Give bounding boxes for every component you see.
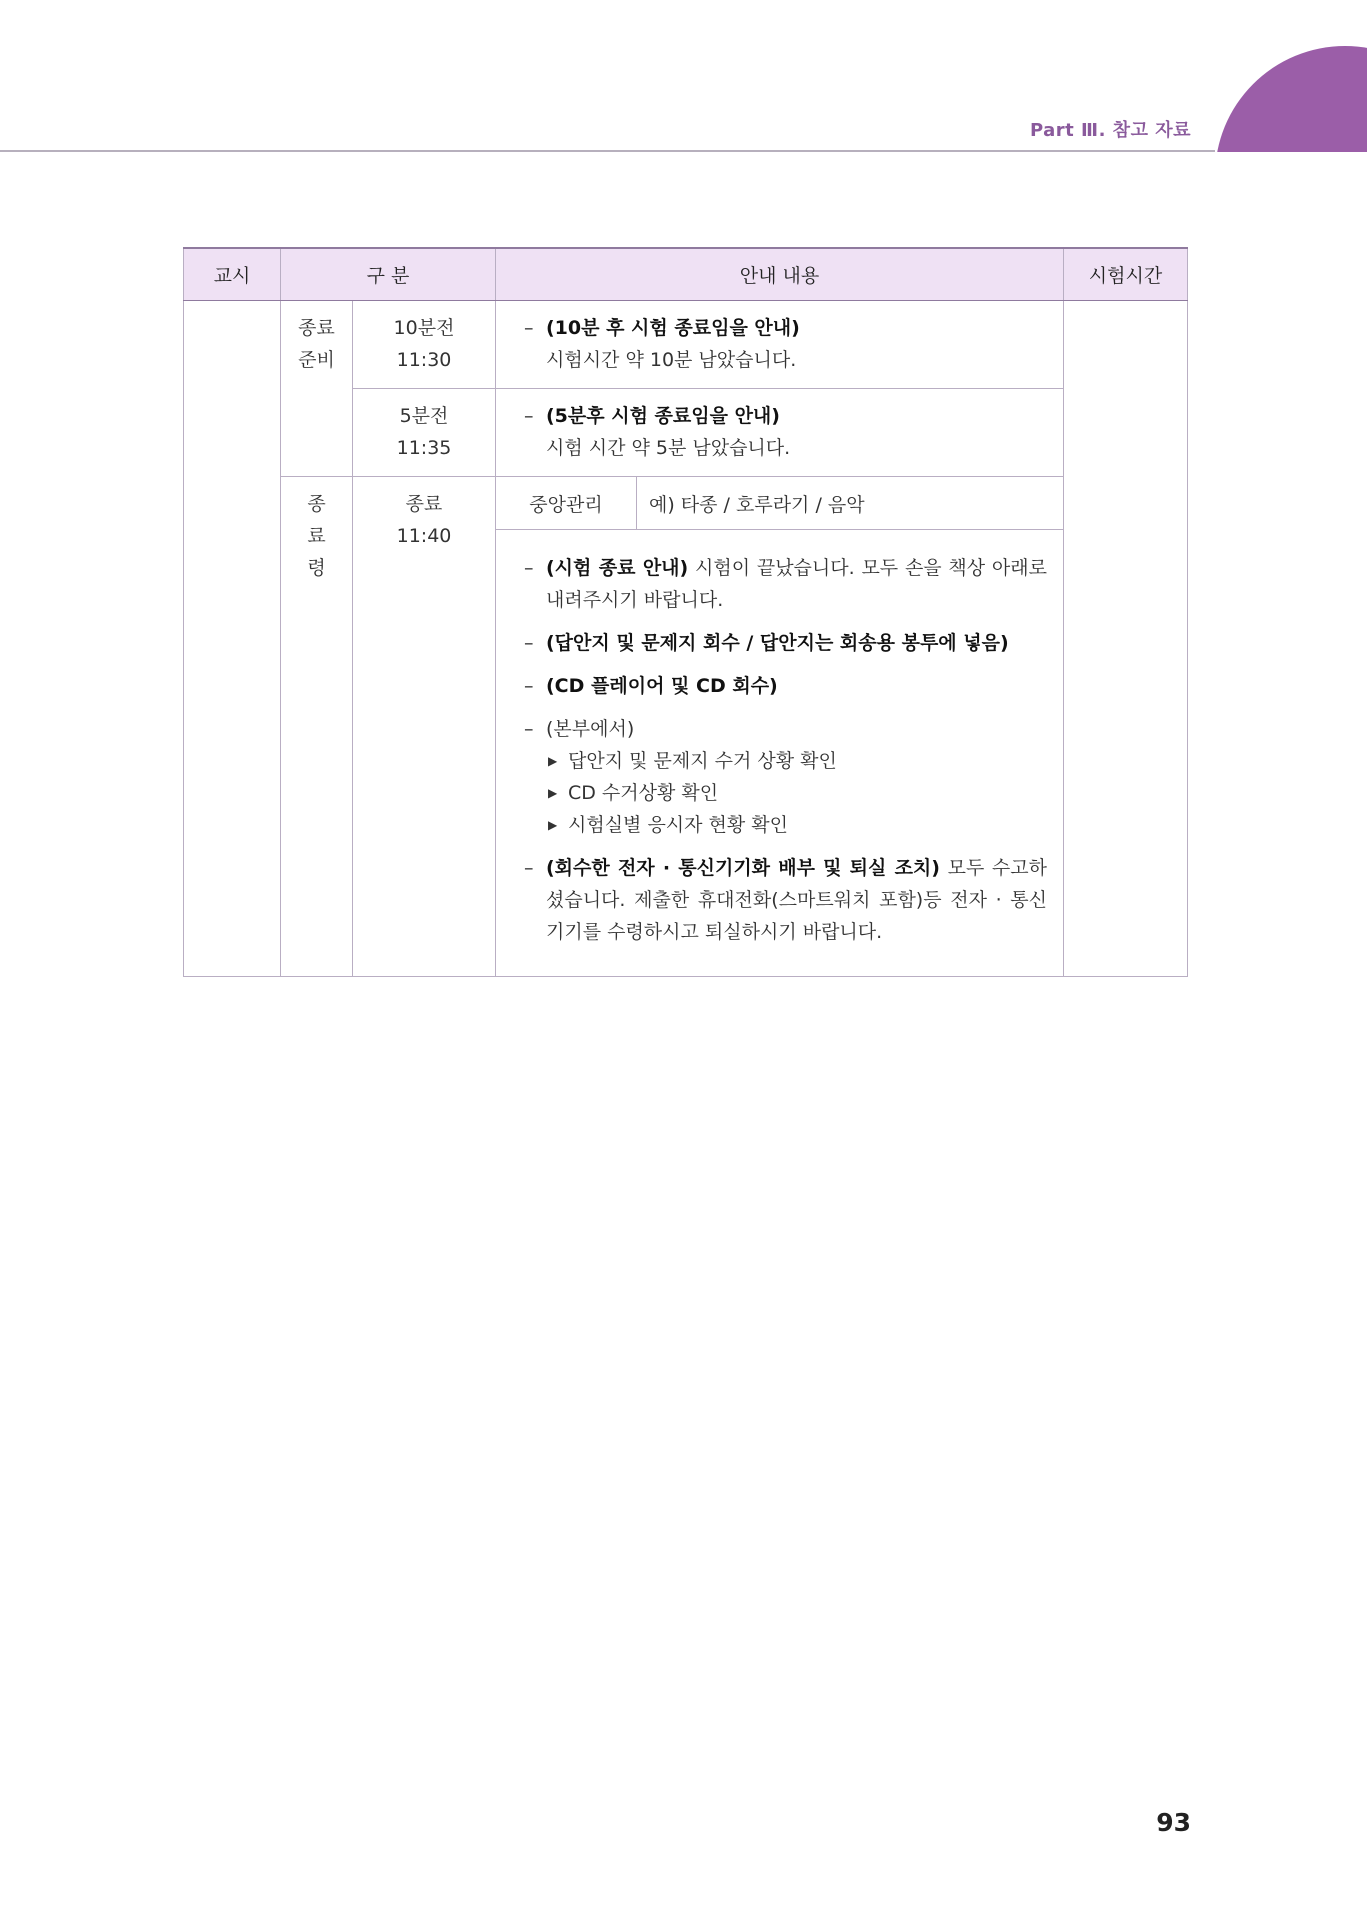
- time-cell: [353, 389, 496, 477]
- central-management-row: [496, 477, 1063, 529]
- central-management-label: 중앙관리: [496, 477, 637, 529]
- dash-marker: –: [524, 718, 534, 740]
- sub-item: [548, 809, 1047, 841]
- sub-item-text: 답안지 및 문제지 수거 상황 확인: [568, 750, 837, 772]
- table-row: [184, 477, 1188, 530]
- column-header-time: 시험시간: [1064, 248, 1188, 301]
- page-number: 93: [1156, 1808, 1191, 1837]
- sub-item-text: CD 수거상황 확인: [568, 782, 719, 804]
- time-value: 11:30: [396, 349, 452, 371]
- item-heading: (회수한 전자 · 통신기기화 배부 및 퇴실 조치): [546, 857, 940, 879]
- central-management-value: 예) 타종 / 호루라기 / 음악: [649, 493, 865, 516]
- dash-marker: –: [524, 675, 534, 697]
- group-label-char: 령: [307, 557, 326, 579]
- item-text: 모두 수고하셨습니다. 제출한 휴대전화(스마트워치 포함)등 전자 · 통신기기를 수령하시고 퇴실하시기 바랍니다.: [546, 857, 1047, 943]
- table-row: [184, 301, 1188, 389]
- item-text: 시험시간 약 10분 남았습니다.: [546, 349, 797, 371]
- group-label-line: 준비: [298, 349, 335, 371]
- dash-marker: –: [524, 317, 534, 339]
- central-management-table: [496, 477, 1063, 529]
- item-heading: (시험 종료 안내): [546, 557, 689, 579]
- item-heading: (5분후 시험 종료임을 안내): [546, 405, 780, 427]
- item-heading: (CD 플레이어 및 CD 회수): [546, 675, 778, 697]
- item-heading: (10분 후 시험 종료임을 안내): [546, 317, 800, 339]
- part-title: Part Ⅲ. 참고 자료: [1029, 120, 1191, 141]
- column-header-period: 교시: [184, 248, 281, 301]
- sub-item: [548, 745, 1047, 777]
- dash-marker: –: [524, 405, 534, 427]
- dash-marker: –: [524, 557, 534, 579]
- list-item: [524, 670, 1047, 702]
- group-label-char: 료: [307, 525, 326, 547]
- list-item: [524, 713, 1047, 841]
- dash-marker: –: [524, 632, 534, 654]
- sub-item: [548, 777, 1047, 809]
- column-header-category: 구 분: [281, 248, 496, 301]
- group-cell-end-prep: [281, 301, 353, 477]
- column-header-content: 안내 내용: [496, 248, 1064, 301]
- triangle-bullet-icon: ▶: [548, 754, 558, 768]
- item-text: (본부에서): [546, 718, 635, 740]
- time-value: 11:35: [396, 437, 452, 459]
- period-cell: [184, 301, 281, 977]
- time-label: 10분전: [393, 317, 455, 339]
- list-item: [524, 312, 1047, 376]
- sub-item-text: 시험실별 응시자 현황 확인: [568, 814, 789, 836]
- triangle-bullet-icon: ▶: [548, 786, 558, 800]
- exam-time-cell: [1064, 301, 1188, 977]
- item-text: 시험 시간 약 5분 남았습니다.: [546, 437, 791, 459]
- content-cell: [496, 530, 1064, 977]
- content-cell: [496, 301, 1064, 389]
- table-header-row: [184, 248, 1188, 301]
- item-text: 시험이 끝났습니다. 모두 손을 책상 아래로 내려주시기 바랍니다.: [546, 557, 1047, 611]
- group-label-line: 종료: [298, 317, 335, 339]
- exam-guide-table: [183, 247, 1188, 977]
- time-cell: [353, 477, 496, 977]
- list-item: [524, 852, 1047, 948]
- content-cell: [496, 389, 1064, 477]
- list-item: [524, 552, 1047, 616]
- header-rule: [0, 150, 1215, 152]
- list-item: [524, 400, 1047, 464]
- list-item: [524, 627, 1047, 659]
- time-value: 11:40: [396, 525, 452, 547]
- time-label: 종료: [405, 493, 443, 515]
- triangle-bullet-icon: ▶: [548, 818, 558, 832]
- central-management-cell: [496, 477, 1064, 530]
- item-heading: (답안지 및 문제지 회수 / 답안지는 회송용 봉투에 넣음): [546, 632, 1009, 654]
- time-cell: [353, 301, 496, 389]
- time-label: 5분전: [399, 405, 449, 427]
- group-label-char: 종: [307, 493, 326, 515]
- group-cell-end-signal: [281, 477, 353, 977]
- dash-marker: –: [524, 857, 534, 879]
